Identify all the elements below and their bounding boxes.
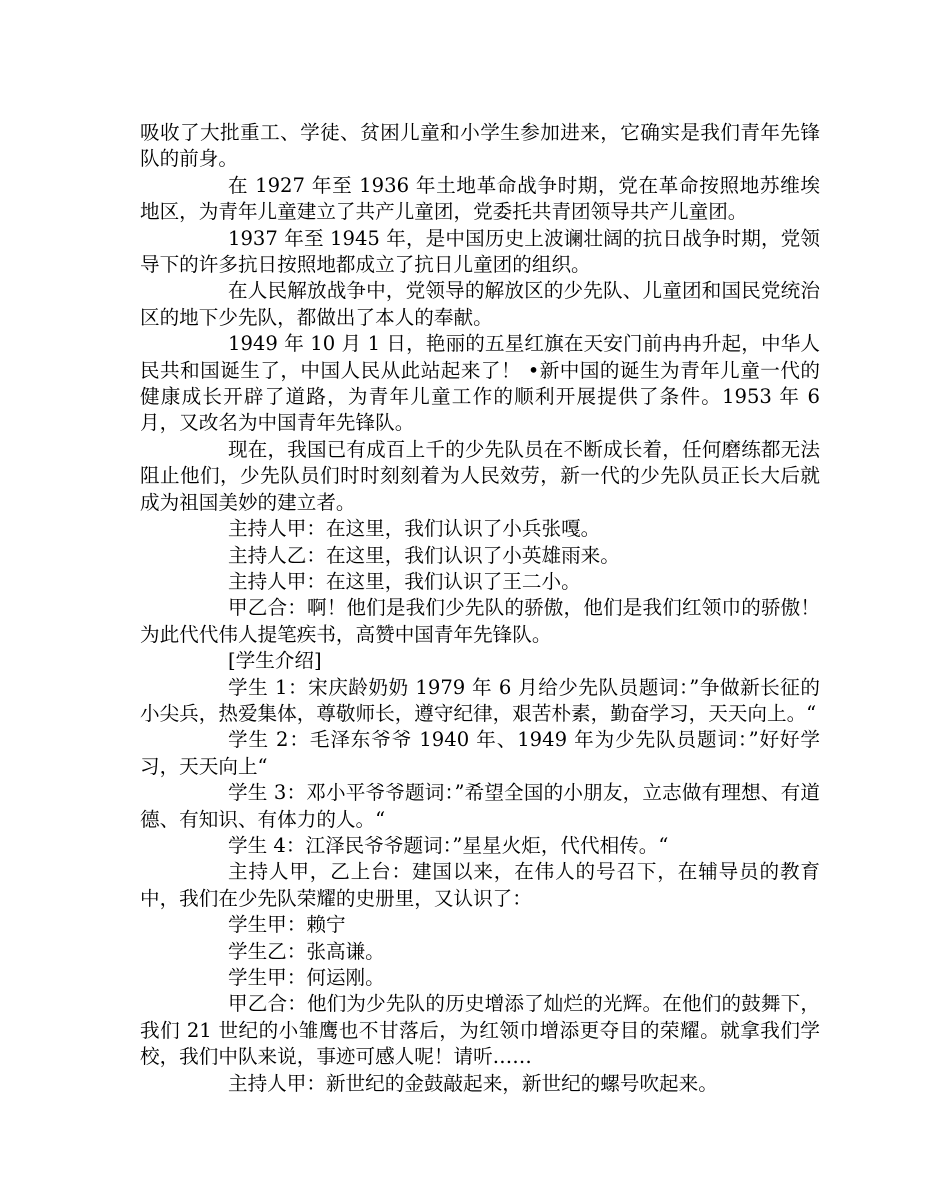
- paragraph: 甲乙合：啊！他们是我们少先队的骄傲，他们是我们红领巾的骄傲！为此代代伟人提笔疾书，高赞中国青年先锋队。: [140, 596, 820, 646]
- paragraph: 学生乙：张高谦。: [228, 939, 385, 963]
- paragraph: 学生甲：赖宁: [228, 913, 346, 937]
- document-body: [140, 120, 820, 1097]
- paragraph: 学生 4：江泽民爷爷题词：”星星火炬，代代相传。“: [228, 833, 669, 857]
- paragraph: 学生 1：宋庆龄奶奶 1979 年 6 月给少先队员题词：”争做新长征的小尖兵，热爱集体，尊敬师长，遵守纪律，艰苦朴素，勤奋学习，天天向上。“: [140, 675, 820, 725]
- paragraph: 1937 年至 1945 年，是中国历史上波谰壮阔的抗日战争时期，党领导下的许多抗日按照地都成立了抗日儿童团的组织。: [140, 226, 820, 277]
- paragraph: 现在，我国已有成百上千的少先队员在不断成长着，任何磨练都无法阻止他们，少先队员们时时刻刻着为人民效劳，新一代的少先队员正长大后就成为祖国美妙的建立者。: [140, 437, 820, 514]
- paragraph: 在人民解放战争中，党领导的解放区的少先队、儿童团和国民党统治区的地下少先队，都做出了本人的奉献。: [140, 279, 820, 329]
- paragraph: 1949 年 10 月 1 日，艳丽的五星红旗在天安门前冉冉升起，中华人民共和国诞生了，中国人民从此站起来了！ •新中国的诞生为青年儿童一代的健康成长开辟了道路，为青年儿童工作的顺利开展提供了条件。1953 年 6 月，又改名为中国青年先锋队。: [140, 332, 820, 435]
- paragraph: 学生 2：毛泽东爷爷 1940 年、1949 年为少先队员题词：”好好学习，天天向上“: [140, 728, 820, 778]
- paragraph: 主持人乙：在这里，我们认识了小英雄雨来。: [228, 543, 620, 567]
- paragraph: 学生甲：何运刚。: [228, 966, 385, 989]
- paragraph: 在 1927 年至 1936 年土地革命战争时期，党在革命按照地苏维埃地区，为青年儿童建立了共产儿童团，党委托共青团领导共产儿童团。: [140, 173, 820, 224]
- paragraph: 学生 3：邓小平爷爷题词：”希望全国的小朋友，立志做有理想、有道德、有知识、有体力的人。“: [140, 781, 820, 831]
- paragraph: 甲乙合：他们为少先队的历史增添了灿烂的光辉。在他们的鼓舞下，我们 21 世纪的小雏鹰也不甘落后，为红领巾增添更夺目的荣耀。就拿我们学校，我们中队来说，事迹可感人呢！请听……: [140, 992, 820, 1069]
- paragraph: 主持人甲：在这里，我们认识了王二小。: [228, 569, 581, 593]
- paragraph: 主持人甲：新世纪的金鼓敲起来，新世纪的螺号吹起来。: [228, 1071, 718, 1095]
- paragraph: 吸收了大批重工、学徒、贫困儿童和小学生参加进来，它确实是我们青年先锋队的前身。: [140, 121, 820, 171]
- paragraph: 主持人甲：在这里，我们认识了小兵张嘎。: [228, 517, 601, 541]
- paragraph: [学生介绍]: [228, 649, 322, 673]
- paragraph: 主持人甲，乙上台：建国以来，在伟人的号召下，在辅导员的教育中，我们在少先队荣耀的史册里，又认识了：: [140, 860, 820, 910]
